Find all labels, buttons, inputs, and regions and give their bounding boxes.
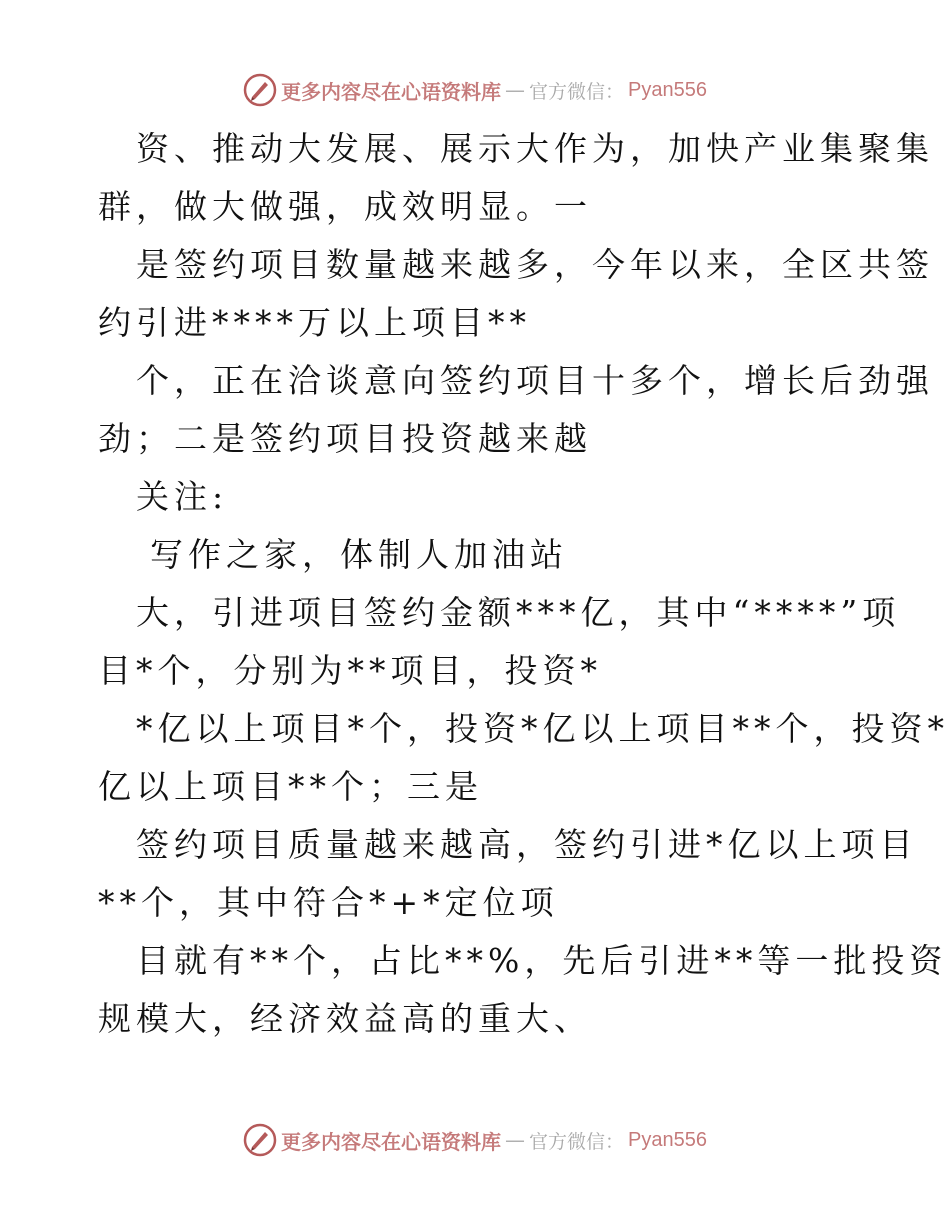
body-line: 资、推动大发展、展示大作为，加快产业集聚集 xyxy=(136,129,934,168)
watermark-official: 官方微信： xyxy=(529,1130,625,1153)
body-line: 亿以上项目**个；三是 xyxy=(98,767,483,806)
body-line: 规模大，经济效益高的重大、 xyxy=(98,999,592,1038)
body-line: 约引进****万以上项目** xyxy=(98,303,531,342)
watermark-official: 官方微信： xyxy=(529,80,625,103)
body-line: 个，正在洽谈意向签约项目十多个，增长后劲强 xyxy=(136,361,934,400)
body-line: *亿以上项目*个，投资*亿以上项目**个，投资* xyxy=(136,709,949,748)
document-body xyxy=(98,120,949,1048)
body-line: 大，引进项目签约金额***亿，其中“****”项 xyxy=(136,593,901,632)
body-line: 目就有**个，占比**%，先后引进**等一批投资 xyxy=(136,941,948,980)
watermark-text: 更多内容尽在心语资料库 xyxy=(281,79,501,104)
header-watermark xyxy=(0,70,950,110)
body-line: 写作之家，体制人加油站 xyxy=(150,535,568,574)
body-line: 群，做大做强，成效明显。一 xyxy=(98,187,592,226)
footer-watermark xyxy=(0,1120,950,1160)
watermark-dash: — xyxy=(505,1128,525,1152)
body-line: 签约项目质量越来越高，签约引进*亿以上项目 xyxy=(136,825,918,864)
watermark-text: 更多内容尽在心语资料库 xyxy=(281,1129,501,1154)
body-line: 是签约项目数量越来越多，今年以来，全区共签 xyxy=(136,245,934,284)
watermark-wechat-id: Pyan556 xyxy=(628,78,707,101)
body-line: 关注: xyxy=(136,477,229,516)
watermark-wechat-id: Pyan556 xyxy=(628,1128,707,1151)
watermark-dash: — xyxy=(505,78,525,102)
body-line: 目*个，分别为**项目，投资* xyxy=(98,651,602,690)
logo-icon xyxy=(243,1123,277,1157)
body-line: 劲；二是签约项目投资越来越 xyxy=(98,419,592,458)
logo-icon xyxy=(243,73,277,107)
body-line: **个，其中符合*+*定位项 xyxy=(98,883,559,922)
